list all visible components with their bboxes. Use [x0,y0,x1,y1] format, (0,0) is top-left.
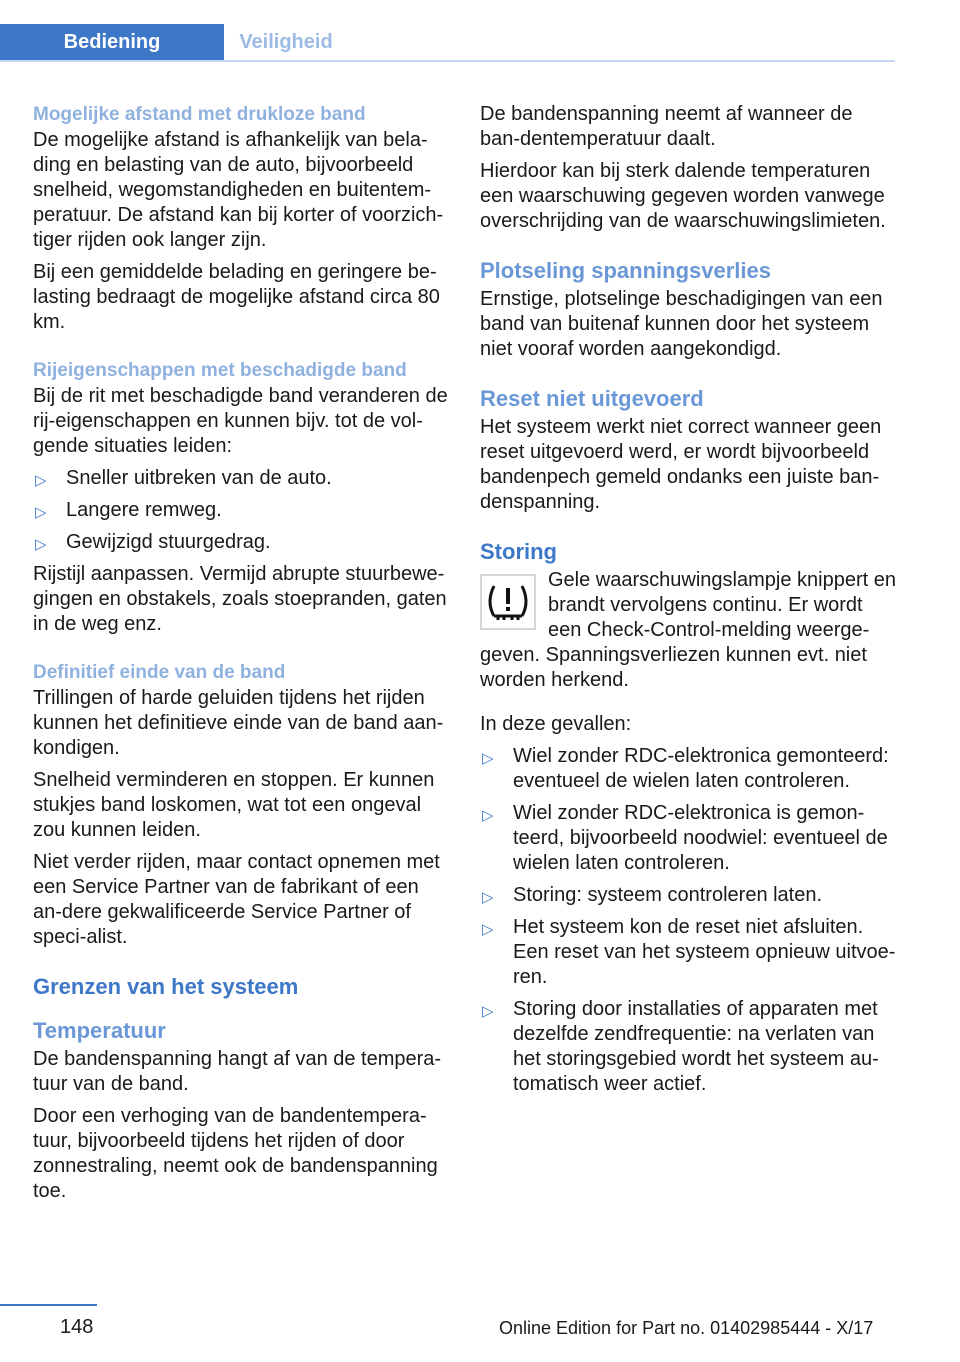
paragraph: De bandenspanning hangt af van de tempera-tuur van de band. [33,1048,442,1095]
paragraph: Hierdoor kan bij sterk dalende temperaturen een waarschuwing gegeven worden vanwege overschrijding van de waarschuwingslimieten. [480,160,886,232]
paragraph: Door een verhoging van de bandentempera-tuur, bijvoorbeeld tijdens het rijden of door zonnestraling, neemt ook de bandenspanning toe. [33,1105,438,1202]
triangle-bullet-icon: ▷ [482,1003,494,1020]
paragraph: Gele waarschuwingslampje knippert en brandt vervolgens continu. Er wordt een Check-Control-melding weerge-geven. Spanningsverliezen kunnen evt. niet worden herkend. [480,569,896,691]
left-column [33,102,451,1211]
paragraph: Bij een gemiddelde belading en geringere be-lasting bedraagt de mogelijke afstand circa 80 km. [33,261,440,333]
paragraph: Trillingen of harde geluiden tijdens het rijden kunnen het definitieve einde van de band aan-kondigen. [33,687,444,759]
heading-reset-niet-uitgevoerd: Reset niet uitgevoerd [480,386,704,411]
list-item: ▷ Wiel zonder RDC-elektronica gemonteerd: eventueel de wielen laten controleren. [482,745,889,792]
list-item: ▷ Storing door installaties of apparaten met dezelfde zendfrequentie: na verlaten van het storingsgebied wordt het systeem au-tomatisch weer actief. [482,998,879,1095]
triangle-bullet-icon: ▷ [35,536,47,553]
list-item: ▷ Gewijzigd stuurgedrag. [33,530,451,555]
page-number: 148 [60,1316,94,1338]
tire-pressure-warning-icon [480,574,536,630]
heading-grenzen-systeem: Grenzen van het systeem [33,974,299,999]
list-item: ▷ Storing: systeem controleren laten. [480,883,898,908]
edition-footer: Online Edition for Part no. 01402985444 - X/17 [499,1318,874,1338]
tab-bediening[interactable]: Bediening [0,24,224,60]
triangle-bullet-icon: ▷ [482,921,494,938]
section-tabs [0,24,895,62]
paragraph: Niet verder rijden, maar contact opnemen met een Service Partner van de fabrikant of een an-dere gekwalificeerde Service Partner of speci-alist. [33,851,440,948]
tab-veiligheid[interactable]: Veiligheid [239,31,333,53]
heading-mogelijke-afstand: Mogelijke afstand met drukloze band [33,104,366,125]
bullet-list [33,466,451,555]
right-column [480,102,898,1104]
paragraph: De mogelijke afstand is afhankelijk van bela-ding en belasting van de auto, bijvoorbeeld snelheid, wegomstandigheden en buitentem-peratuur. De afstand kan bij korter of voorzich-tiger rijden ook langer zijn. [33,129,444,251]
list-item: ▷ Sneller uitbreken van de auto. [33,466,451,491]
paragraph: De bandenspanning neemt af wanneer de ban-dentemperatuur daalt. [480,103,853,150]
page-number-rule [0,1304,97,1306]
storing-block [480,568,898,693]
list-item: ▷ Langere remweg. [33,498,451,523]
tab-underline [0,60,895,62]
heading-definitief-einde: Definitief einde van de band [33,662,286,683]
bullet-list [480,744,898,1097]
list-item: ▷ Het systeem kon de reset niet afsluiten. Een reset van het systeem opnieuw uitvoe-ren. [482,916,896,988]
heading-temperatuur: Temperatuur [33,1018,166,1043]
tire-pressure-warning-icon [482,576,534,628]
paragraph: Snelheid verminderen en stoppen. Er kunnen stukjes band loskomen, wat tot een ongeval zou kunnen leiden. [33,769,435,841]
paragraph: Bij de rit met beschadigde band veranderen de rij-eigenschappen en kunnen bijv. tot de vol-gende situaties leiden: [33,385,448,457]
list-item: ▷ Wiel zonder RDC-elektronica is gemon-teerd, bijvoorbeeld noodwiel: eventueel de wielen laten controleren. [482,802,888,874]
heading-storing: Storing [480,539,557,564]
heading-plotseling-spanningsverlies: Plotseling spanningsverlies [480,258,771,283]
triangle-bullet-icon: ▷ [482,889,494,906]
paragraph: Het systeem werkt niet correct wanneer geen reset uitgevoerd werd, er wordt bijvoorbeeld bandenpech gemeld ondanks een juiste ban-denspanning. [480,416,882,513]
heading-rijeigenschappen: Rijeigenschappen met beschadigde band [33,360,407,381]
triangle-bullet-icon: ▷ [482,750,494,767]
triangle-bullet-icon: ▷ [35,504,47,521]
paragraph: Rijstijl aanpassen. Vermijd abrupte stuurbewe-gingen en obstakels, zoals stoepranden, gaten in de weg enz. [33,563,447,635]
triangle-bullet-icon: ▷ [35,472,47,489]
paragraph: In deze gevallen: [480,713,632,735]
paragraph: Ernstige, plotselinge beschadigingen van een band van buitenaf kunnen door het systeem niet vooraf worden aangekondigd. [480,288,883,360]
triangle-bullet-icon: ▷ [482,807,494,824]
